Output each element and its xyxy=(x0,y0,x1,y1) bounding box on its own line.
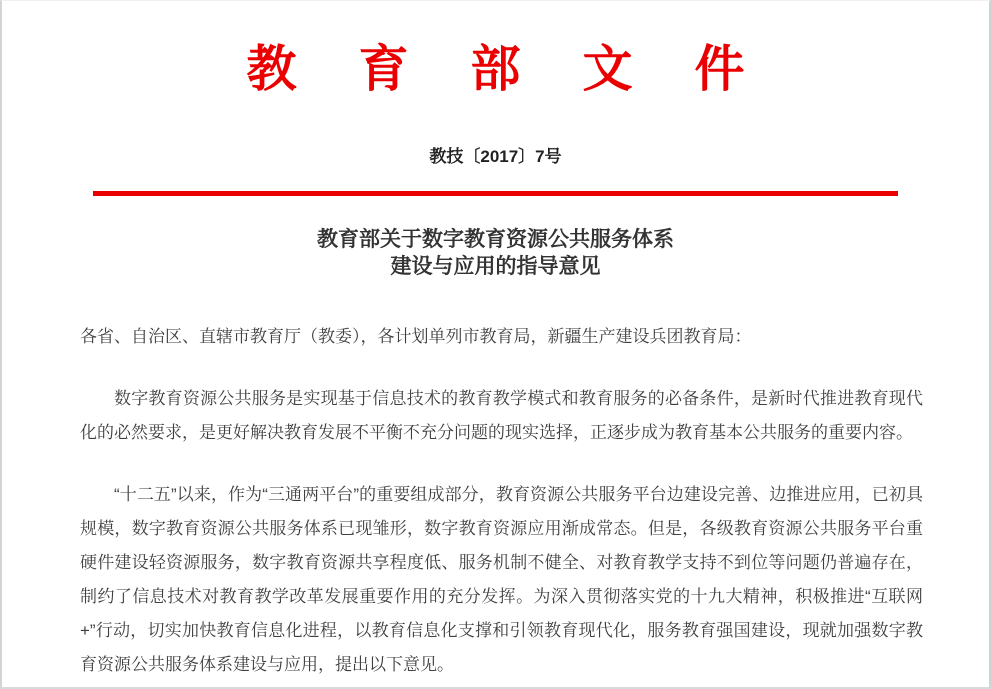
document-body xyxy=(80,320,923,682)
red-divider-line xyxy=(93,191,898,196)
document-number: 教技〔2017〕7号 xyxy=(429,147,562,166)
document-title-line1: 教育部关于数字教育资源公共服务体系 xyxy=(317,228,674,251)
salutation: 各省、自治区、直辖市教育厅（教委），各计划单列市教育局，新疆生产建设兵团教育局： xyxy=(80,327,752,346)
document-title xyxy=(2,226,989,280)
document-title-line2: 建设与应用的指导意见 xyxy=(390,255,601,278)
paragraph-1: 数字教育资源公共服务是实现基于信息技术的教育教学模式和教育服务的必备条件，是新时代推进教育现代化的必然要求，是更好解决教育发展不平衡不充分问题的现实选择，正逐步成为教育基本公共服务的重要内容。 xyxy=(80,389,923,442)
document-masthead: 教育部文件 xyxy=(246,41,807,97)
paragraph-2: “十二五”以来，作为“三通两平台”的重要组成部分，教育资源公共服务平台边建设完善、边推进应用，已初具规模，数字教育资源公共服务体系已现雏形，数字教育资源应用渐成常态。但是，各级教育资源公共服务平台重硬件建设轻资源服务，数字教育资源共享程度低、服务机制不健全、对教育教学支持不到位等问题仍普遍存在，制约了信息技术对教育教学改革发展重要作用的充分发挥。为深入贯彻落实党的十九大精神，积极推进“互联网+”行动，切实加快教育信息化进程，以教育信息化支撑和引领教育现代化，服务教育强国建设，现就加强数字教育资源公共服务体系建设与应用，提出以下意见。 xyxy=(80,485,923,674)
